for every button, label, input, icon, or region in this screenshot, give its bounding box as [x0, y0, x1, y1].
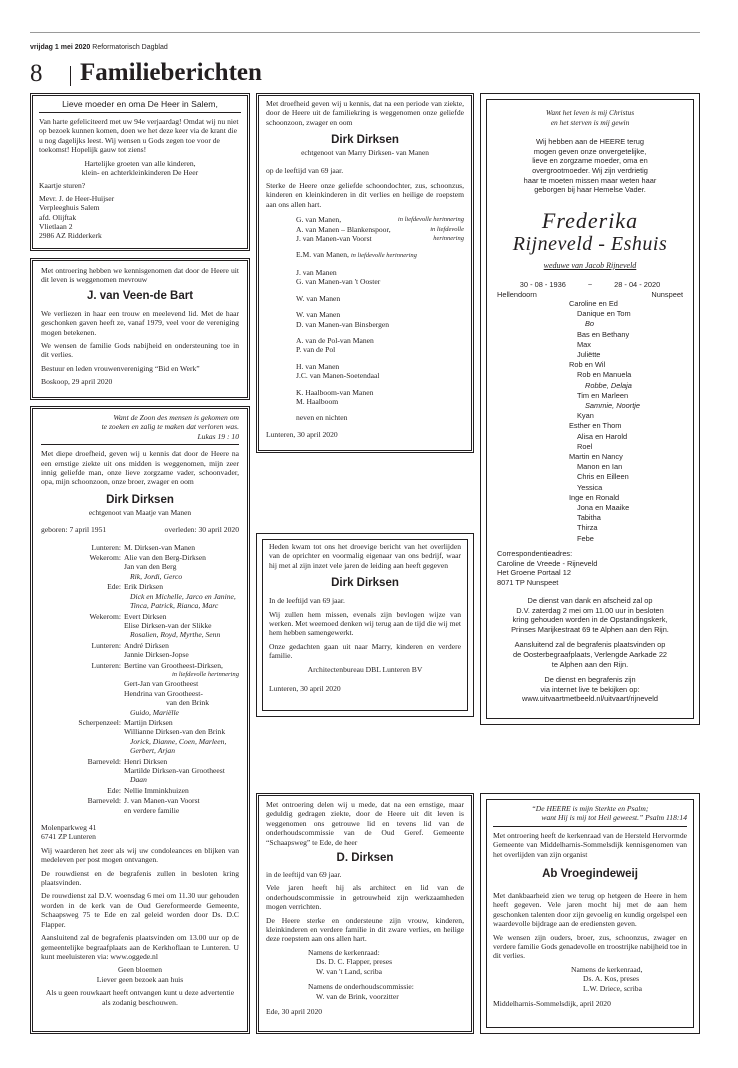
born-date: geboren: 7 april 1951: [41, 525, 107, 535]
sig-name: E.M. van Manen,: [296, 250, 349, 260]
body-2: We wensen de familie Gods nabijheid en ondersteuning toe in dit verlies.: [41, 341, 239, 360]
family-member: Sammie, Noortje: [585, 401, 641, 411]
place-date: Lunteren, 30 april 2020: [269, 684, 341, 694]
family-entry: [41, 786, 239, 795]
family-member: Robbe, Delaja: [585, 380, 632, 390]
burial-line: Aansluitend zal de begrafenis plaatsvinden op: [514, 640, 666, 650]
family-entry: [41, 661, 239, 717]
sig-name: J.C. van Manen-Soetendaal: [296, 371, 380, 381]
family-names: [124, 796, 239, 815]
body-1: We verliezen in haar een trouw en meelevend lid. Met de haar geschonken gaven heeft ze, vanaf 1979, veel voor de vereniging mogen betekenen.: [41, 308, 239, 337]
closing-3: Als u geen rouwkaart heeft ontvangen kunt u deze advertentie als zodanig beschouwen.: [45, 988, 235, 1007]
sig-note: in liefdevolle: [430, 225, 464, 233]
grandchildren: Rik, Jordi, Gerco: [130, 571, 183, 581]
family-entry: [41, 543, 239, 552]
family-place: Barneveld:: [87, 756, 121, 766]
addr-line: 6741 ZP Lunteren: [41, 832, 96, 842]
family-names: [124, 543, 239, 552]
signatures: [493, 965, 687, 993]
body-2: De Heere sterke en ondersteune zijn vrouw, kinderen, kleinkinderen en verdere familie in dit zware verlies, en heilige deze roepstem aan ons allen hart.: [266, 915, 464, 944]
ad-van-veen: [30, 258, 250, 400]
ad-dirk-dirksen-company: [256, 533, 474, 717]
verse-line: te zoeken en zalig te maken dat verloren was.: [101, 422, 239, 432]
deceased-name: Dirk Dirksen: [106, 493, 174, 506]
corr-line: 8071 TP Nunspeet: [497, 577, 559, 587]
stream-line: De dienst en begrafenis zijn: [544, 675, 636, 685]
place-date: Ede, 30 april 2020: [266, 1006, 323, 1016]
addr-line: Vlietlaan 2: [39, 222, 73, 232]
signature: Architectenbureau DBL Lunteren BV: [307, 664, 423, 674]
family-name: André Dirksen: [124, 640, 169, 650]
sig-name: A. van Manen – Blankenspoor,: [296, 224, 391, 234]
intro-line: lieve en zorgzame moeder, oma en: [532, 156, 648, 166]
family-note: in liefdevolle herinnering: [171, 670, 239, 678]
family-member: Tabitha: [577, 513, 601, 523]
deceased-name: Dirk Dirksen: [331, 134, 399, 147]
family-names: [124, 757, 239, 785]
died-place: Nunspeet: [651, 289, 683, 299]
family-name: en verdere familie: [124, 805, 180, 815]
place-date: Middelharnis-Sommelsdijk, april 2020: [493, 999, 611, 1009]
intro: Heden kwam tot ons het droevige bericht van het overlijden van de oprichter en voormalig eigenaar van ons bedrijf, waar hij met al zijn inzet vele jaren de leiding aan heeft gegeven: [269, 542, 461, 570]
issue-date: vrijdag 1 mei 2020: [30, 44, 91, 51]
family-member: Inge en Ronald: [569, 492, 620, 502]
widow-of: weduwe van Jacob Rijneveld: [543, 260, 637, 270]
sig-name: P. van de Pol: [296, 345, 336, 355]
family-member: Thirza: [577, 523, 598, 533]
sig-line: Ds. A. Kos, preses: [583, 974, 640, 984]
family-member: Manon en Ian: [577, 462, 623, 472]
dates-row: [41, 525, 239, 534]
spouse: echtgenoot van Marry Dirksen- van Manen: [301, 148, 429, 158]
family-names: [124, 641, 239, 660]
masthead: [30, 44, 168, 51]
family-place: Barneveld:: [87, 796, 121, 806]
dates-row: [493, 280, 687, 290]
addr-line: afd. Olijftak: [39, 212, 77, 222]
family-name: Jannie Dirksen-Jopse: [124, 650, 189, 660]
grandchildren: Daan: [130, 775, 147, 785]
family-entry: [41, 757, 239, 785]
ad-ab-vroegindeweij: [480, 793, 700, 1034]
family-name: Henri Dirksen: [124, 756, 168, 766]
family-member: Alisa en Harold: [577, 431, 628, 441]
died-date: overleden: 30 april 2020: [164, 525, 239, 535]
ad-frederika-rijneveld: [480, 93, 700, 725]
family-entry: [41, 612, 239, 640]
family-place: Wekerom:: [89, 611, 121, 621]
sig-group: [296, 336, 464, 355]
sig-group: [296, 294, 464, 303]
family-member: Caroline en Ed: [569, 299, 618, 308]
tilde: ~: [587, 280, 593, 290]
intro: Met ontroering delen wij u mede, dat na een ernstige, maar geduldig gedragen ziekte, door de Heere uit dit leven is weggenomen ons getrouwe lid en tevens lid van de onderhoudscommissie van de Oud Geref. Gemeente “Schaapsweg” te Ede, de heer: [266, 800, 464, 847]
age: in de leeftijd van 69 jaar.: [266, 870, 342, 880]
body-3: Bestuur en leden vrouwenvereniging “Bid en Werk”: [41, 363, 200, 373]
stream-url: www.uitvaartmetbeeld.nl/uitvaart/rijneveld: [522, 694, 658, 704]
family-member: Rob en Manuela: [577, 370, 632, 380]
divider: [41, 444, 239, 445]
header-divider: [70, 66, 71, 86]
sig-group: [296, 388, 464, 407]
verse-ref: Lukas 19 : 10: [197, 431, 239, 441]
intro: Met droefheid geven wij u kennis, dat na een periode van ziekte, door de Heere uit de familiekring is weggenomen onze geliefde schoonzoon, zwager en oom: [266, 99, 464, 127]
deceased-name: J. van Veen-de Bart: [86, 289, 194, 302]
burial-line: de Oosterbegraafplaats, Verlengde Aarkade 22: [512, 649, 668, 659]
sig-name: K. Haalboom-van Manen: [296, 387, 374, 397]
family-names: [124, 661, 239, 717]
family-place: Ede:: [107, 785, 121, 795]
para-3: De rouwdienst zal D.V. woensdag 6 mei om 11.30 uur gehouden worden in de kerk van de Oud Gereformeerde Gemeente, Schaapsweg 75 te Ede en zal geleid worden door Ds. D.C Flapper.: [41, 891, 239, 929]
closing-2: Liever geen bezoek aan huis: [96, 974, 184, 984]
signatures: [266, 215, 464, 423]
ad-dirk-dirksen-in-laws: [256, 93, 474, 453]
body-1: Met dankbaarheid zien we terug op hetgeen de Heere in hem heeft gegeven. Vele jaren mocht hij met de aan hem geschonken talenten door zijn gevoelig en kundig orgelspel een waardevolle bijdrage aan de erediensten geven.: [493, 891, 687, 929]
intro-line: geborgen bij haar Hemelse Vader.: [534, 185, 646, 195]
sig-line: [296, 250, 464, 260]
ad-de-heer: [30, 93, 250, 251]
family-name: Gert-Jan van Grootheest: [124, 679, 199, 689]
correspondence: [497, 549, 597, 587]
intro: Met diepe droefheid, geven wij u kennis dat door de Heere na een ernstige ziekte uit ons midden is weggenomen, mijn zeer innig geliefde man, onze lieve zorgzame vader, schoonvader, opa, mijn schoonzoon, onze broer, zwager en oom: [41, 449, 239, 487]
service-line: Prinses Marijkestraat 69 te Alphen aan den Rijn.: [511, 624, 669, 634]
family-list: [41, 543, 239, 815]
place-date: Lunteren, 30 april 2020: [266, 429, 338, 439]
sig-line: Namens de kerkenraad,: [571, 964, 643, 974]
family-name: Hendrina van Grootheest-: [124, 688, 203, 698]
family-member: Rob en Wil: [569, 360, 606, 370]
family-member: Martin en Nancy: [569, 452, 623, 462]
family-name: Nellie Imminkhuizen: [124, 785, 189, 795]
family-member: Bo: [585, 319, 595, 329]
family-entry: [41, 718, 239, 756]
divider: [493, 826, 687, 827]
body: Sterke de Heere onze geliefde schoondochter, zus, schoonzus, kinderen en kleinkinderen in dit verlies en heilige de roepstem aan ons allen hart.: [266, 181, 464, 209]
greet-2: klein- en achterkleinkinderen De Heer: [81, 168, 199, 178]
sig-name: G. van Manen,: [296, 215, 342, 225]
family-member: Yessica: [577, 482, 603, 492]
service-line: D.V. zaterdag 2 mei om 11.00 uur in besloten: [516, 605, 664, 615]
family-name: Alie van den Berg-Dirksen: [124, 553, 206, 563]
intro: Met ontroering heeft de kerkenraad van de Hersteld Hervormde Gemeente van Middelharnis-Sommelsdijk kennisgenomen van het overlijden van zijn organist: [493, 830, 687, 859]
grandchildren: Rosalien, Royd, Myrthe, Senn: [130, 630, 221, 640]
verse-line: en het sterven is mij gewin: [550, 117, 630, 127]
sig-line: Ds. D. C. Flapper, preses: [316, 957, 393, 967]
sig-group: [296, 310, 464, 329]
verse-line: “De HEERE is mijn Sterkte en Psalm;: [531, 804, 649, 813]
died-date: 28 - 04 - 2020: [614, 280, 661, 290]
verse-line: want Hij is mij tot Heil geweest.” Psalm 118:14: [541, 813, 687, 823]
family-name: van den Brink: [165, 698, 209, 708]
deceased-first-name: Frederika: [541, 207, 639, 233]
sig-note: herinnering: [433, 235, 464, 243]
body-1: Wij zullen hem missen, evenals zijn bevlogen wijze van werken. Met weemoed denken wij terug aan de tijd die wij met hem hebben samengewerkt.: [269, 609, 461, 638]
sig-name: W. van Manen: [296, 293, 341, 303]
deceased-name: Ab Vroegindeweij: [542, 868, 638, 881]
family-place: Ede:: [107, 582, 121, 592]
family-member: Bas en Bethany: [577, 329, 630, 339]
family-member: Jona en Maaike: [577, 503, 630, 513]
family-names: [124, 612, 239, 640]
sig-name: D. van Manen-van Binsbergen: [296, 319, 390, 329]
ad-dirk-dirksen-family: [30, 406, 250, 1034]
body-2: We wensen zijn ouders, broer, zus, schoonzus, zwager en verdere familie Gods genadevolle en troostrijke nabijheid toe in dit verlies.: [493, 932, 687, 961]
family-member: Tim en Marleen: [577, 390, 629, 400]
place-date: Boskoop, 29 april 2020: [41, 377, 113, 387]
stream-line: via internet live te bekijken op:: [540, 684, 640, 694]
sig-line: W. van de Brink, voorzitter: [316, 991, 399, 1001]
body: Van harte gefeliciteerd met uw 94e verjaardag! Omdat wij nu niet op bezoek kunnen komen, doen we het deze keer via de krant die u nog dagelijks leest. Wij wensen u Gods zegen toe voor de toekomst! Hopelijk gauw tot ziens!: [39, 117, 239, 155]
deceased-last-name: Rijneveld - Eshuis: [512, 232, 668, 255]
sig-line: W. van 't Land, scriba: [316, 966, 383, 976]
family-name: Evert Dirksen: [124, 611, 167, 621]
top-rule: [30, 32, 700, 33]
sig-group: neven en nichten: [296, 413, 348, 423]
ad-d-dirksen-church: [256, 793, 474, 1034]
divider: [39, 112, 241, 113]
page-number: 8: [30, 60, 43, 87]
grandchildren: Guido, Mariëlle: [130, 707, 179, 717]
sig-group: [296, 268, 464, 287]
sig-name: J. van Manen: [296, 267, 337, 277]
sig-name: A. van de Pol-van Manen: [296, 335, 374, 345]
addr-line: Verpleeghuis Salem: [39, 203, 100, 213]
family-member: Chris en Eilleen: [577, 472, 629, 482]
ask: Kaartje sturen?: [39, 181, 86, 191]
family-name: M. Dirksen-van Manen: [124, 542, 196, 552]
family-name: Willianne Dirksen-van den Brink: [124, 727, 226, 737]
closing-1: Geen bloemen: [117, 965, 163, 975]
sig-name: W. van Manen: [296, 310, 341, 320]
corr-line: Het Groene Portaal 12: [497, 568, 571, 578]
family-entry: [41, 582, 239, 610]
age: In de leeftijd van 69 jaar.: [269, 596, 345, 606]
sig-line: Namens de onderhoudscommissie:: [308, 982, 414, 992]
sig-group: [296, 362, 464, 381]
greet-1: Hartelijke groeten van alle kinderen,: [84, 158, 196, 168]
service-line: De dienst van dank en afscheid zal op: [527, 596, 653, 605]
family-names: [124, 553, 239, 581]
family-name: Bertine van Grootheest-Dirksen,: [124, 660, 223, 670]
section-title: Familieberichten: [80, 59, 262, 86]
family-place: Scherpenzeel:: [78, 717, 121, 727]
intro-line: mogen geven onze onvergetelijke,: [533, 146, 647, 156]
spouse: echtgenoot van Maatje van Manen: [88, 507, 192, 517]
body-2: Onze gedachten gaan uit naar Marry, kinderen en verdere familie.: [269, 641, 461, 661]
signatures: [266, 948, 464, 1001]
family-name: Jan van den Berg: [124, 562, 177, 572]
family-entry: [41, 796, 239, 815]
family-place: Wekerom:: [89, 553, 121, 563]
family-name: Erik Dirksen: [124, 582, 164, 592]
born-place: Hellendoorn: [497, 289, 537, 299]
sig-line: L.W. Driece, scriba: [583, 983, 642, 993]
sig-note: in liefdevolle herinnering: [350, 252, 417, 260]
family-member: Juliëtte: [577, 350, 601, 360]
service-info: [491, 596, 689, 704]
intro-line: haar te moeten missen maar weten haar: [523, 175, 657, 185]
family-names: [124, 786, 239, 795]
addr-line: Molenparkweg 41: [41, 823, 97, 833]
burial-line: te Alphen aan den Rijn.: [551, 659, 629, 669]
body-1: Vele jaren heeft hij als architect en lid van de onderhoudscommissie in getrouwheid zijn werkzaamheden mogen verrichten.: [266, 883, 464, 912]
sig-name: M. Haalboom: [296, 396, 339, 406]
family-name: Elise Dirksen-van der Slikke: [124, 620, 212, 630]
family-name: Martilde Dirksen-van Grootheest: [124, 766, 225, 775]
deceased-name: D. Dirksen: [336, 852, 394, 865]
corr-line: Caroline de Vreede - Rijneveld: [497, 558, 598, 568]
intro-line: Wij hebben aan de HEERE terug: [535, 137, 645, 147]
grandchildren: Dick en Michelle, Jarco en Janine, Tinca, Patrick, Rianca, Marc: [130, 591, 236, 611]
paper-name: Reformatorisch Dagblad: [92, 44, 168, 51]
deceased-name: Dirk Dirksen: [331, 577, 399, 590]
service-line: kring gehouden worden in de Opstandingskerk,: [512, 615, 668, 625]
family-place: Lunteren:: [91, 542, 121, 552]
family-entry: [41, 553, 239, 581]
addr-line: 2986 AZ Ridderkerk: [39, 231, 102, 241]
family-member: Kyan: [577, 411, 594, 421]
sig-name: J. van Manen-van Voorst: [296, 234, 372, 244]
family-names: [124, 718, 239, 756]
family-member: Esther en Thom: [569, 421, 622, 431]
age: op de leeftijd van 69 jaar.: [266, 165, 344, 175]
addr-line: Mevr. J. de Heer-Huijser: [39, 193, 115, 203]
ad-title: Lieve moeder en oma De Heer in Salem,: [62, 99, 218, 109]
sig-line: [296, 215, 464, 224]
family-place: Lunteren:: [91, 660, 121, 670]
family-entry: [41, 641, 239, 660]
sig-name: G. van Manen-van 't Ooster: [296, 277, 381, 287]
family-member: Roel: [577, 441, 593, 451]
sig-note: in liefdevolle herinnering: [397, 216, 464, 224]
family-member: Danique en Tom: [577, 309, 631, 319]
family-name: Martijn Dirksen: [124, 717, 173, 727]
family-list: [569, 299, 640, 544]
family-name: J. van Manen-van Voorst: [124, 796, 200, 806]
para-1: Wij waarderen het zeer als wij uw condoleances en blijken van medeleven per post mogen ontvangen.: [41, 845, 239, 865]
born-date: 30 - 08 - 1936: [519, 280, 566, 290]
intro: Met ontroering hebben we kennisgenomen dat door de Heere uit dit leven is weggenomen mevrouw: [41, 266, 239, 285]
grandchildren: Jorick, Dianne, Coen, Marleen, Gerbert, Arjan: [130, 736, 227, 756]
sig-line: [296, 225, 464, 234]
para-4: Aansluitend zal de begrafenis plaatsvinden om 13.00 uur op de gemeentelijke begraafplaats aan de Kerkhoflaan te Lunteren. U kunt meeluisteren via: www.oggede.nl: [41, 933, 239, 961]
family-names: [124, 582, 239, 610]
family-member: Max: [577, 339, 591, 349]
family-place: Lunteren:: [91, 640, 121, 650]
sig-name: H. van Manen: [296, 361, 340, 371]
intro-line: overgrootmoeder. Wij zijn verdrietig: [532, 165, 648, 175]
sig-line: Namens de kerkenraad:: [308, 947, 380, 957]
sig-line: [296, 234, 464, 243]
verse-line: Want de Zoon des mensen is gekomen om: [113, 413, 239, 422]
family-member: Febe: [577, 533, 594, 543]
corr-line: Correspondentieadres:: [497, 549, 573, 558]
para-2: De rouwdienst en de begrafenis zullen in besloten kring plaatsvinden.: [41, 868, 239, 888]
verse-line: Want het leven is mij Christus: [545, 108, 635, 117]
